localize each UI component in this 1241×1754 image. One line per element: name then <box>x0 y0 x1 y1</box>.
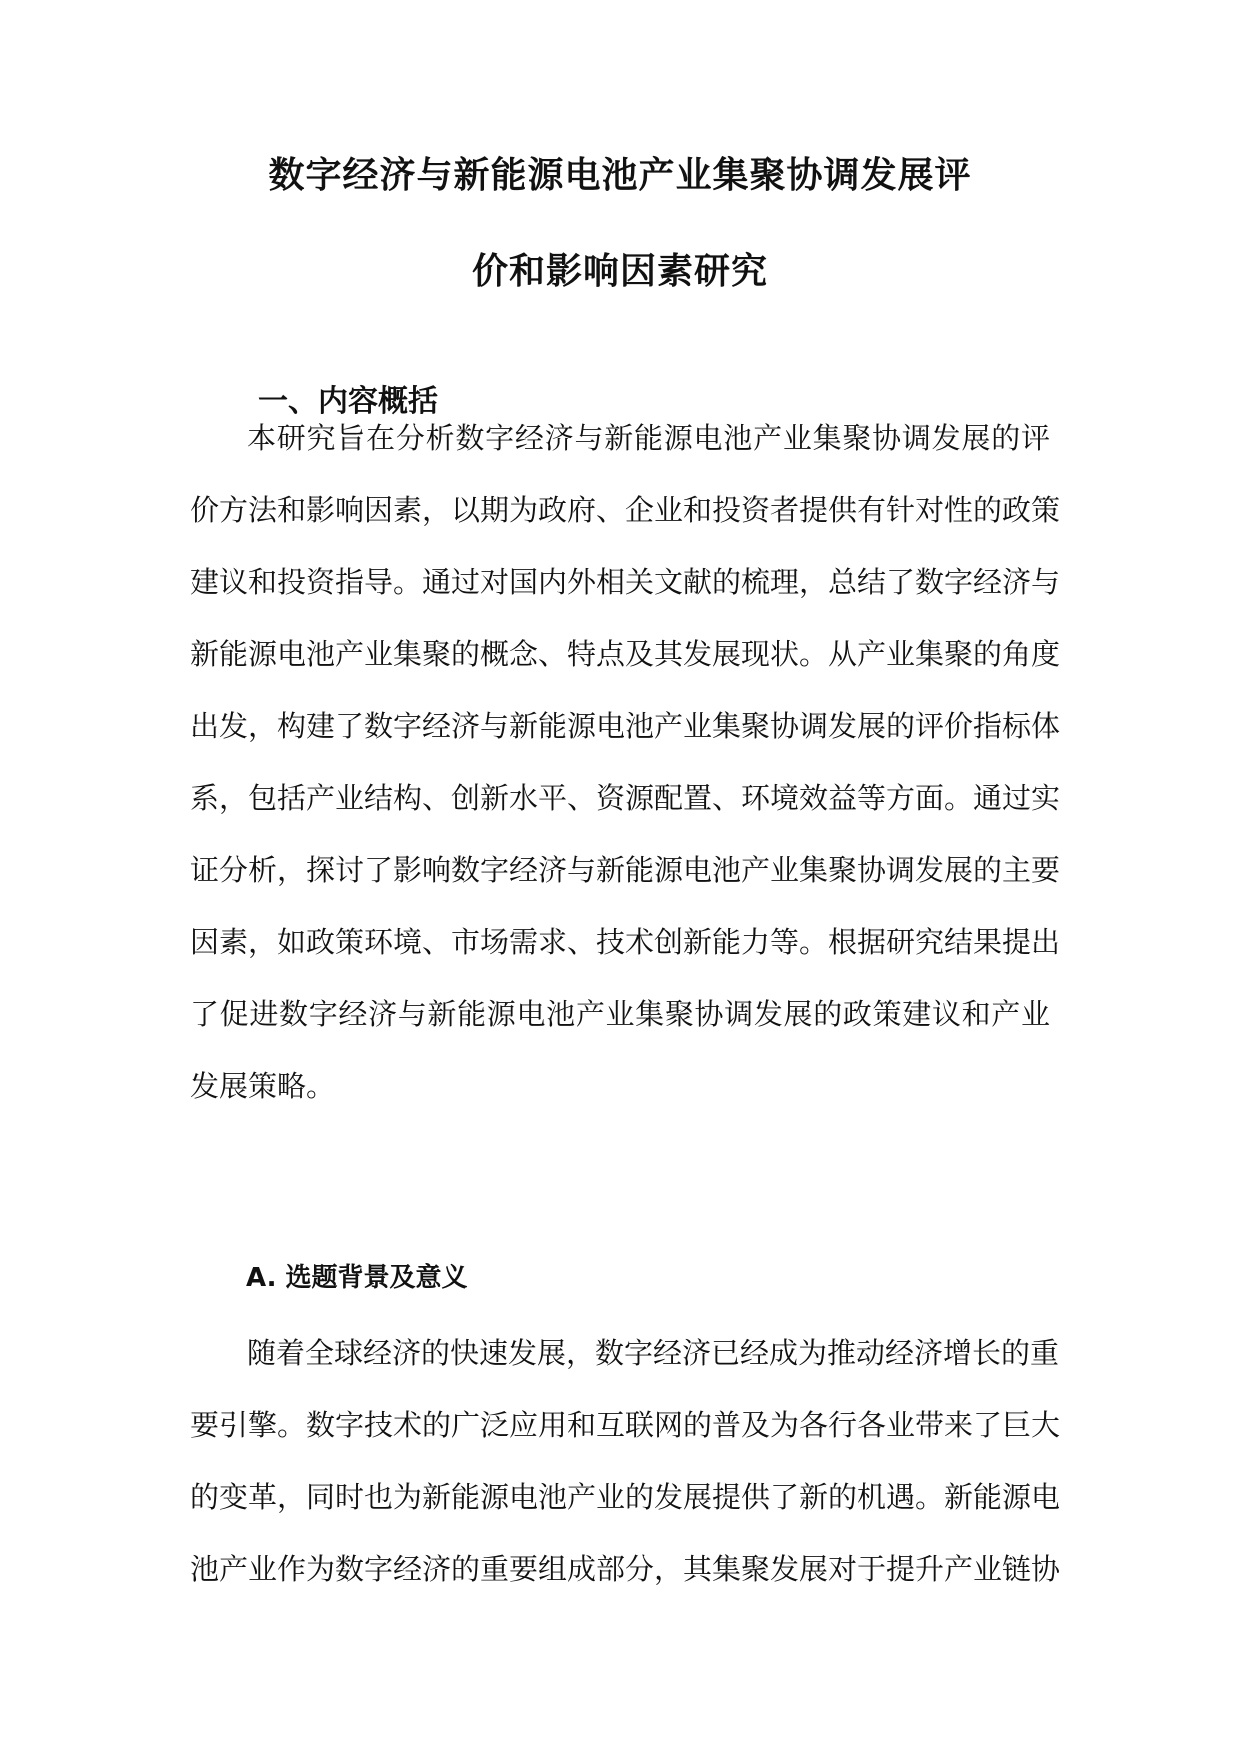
paragraph-line: 系，包括产业结构、创新水平、资源配置、环境效益等方面。通过实 <box>190 781 1061 815</box>
document-title-line-2: 价和影响因素研究 <box>471 251 768 292</box>
paragraph-line: 因素，如政策环境、市场需求、技术创新能力等。根据研究结果提出 <box>190 925 1061 959</box>
paragraph-line: 价方法和影响因素，以期为政府、企业和投资者提供有针对性的政策 <box>190 493 1061 527</box>
subsection-heading-background: A. 选题背景及意义 <box>246 1263 468 1293</box>
paragraph-line: 新能源电池产业集聚的概念、特点及其发展现状。从产业集聚的角度 <box>190 637 1061 671</box>
paragraph-line: 要引擎。数字技术的广泛应用和互联网的普及为各行各业带来了巨大 <box>190 1408 1061 1442</box>
section-heading-content-summary: 一、内容概括 <box>258 384 438 419</box>
paragraph-line: 池产业作为数字经济的重要组成部分，其集聚发展对于提升产业链协 <box>190 1552 1061 1586</box>
document-title-line-1: 数字经济与新能源电池产业集聚协调发展评 <box>268 155 972 196</box>
paragraph-line: 了促进数字经济与新能源电池产业集聚协调发展的政策建议和产业 <box>190 997 1050 1031</box>
paragraph-line: 本研究旨在分析数字经济与新能源电池产业集聚协调发展的评 <box>247 421 1050 455</box>
paragraph-line: 建议和投资指导。通过对国内外相关文献的梳理，总结了数字经济与 <box>190 565 1061 599</box>
paragraph-line: 发展策略。 <box>190 1069 336 1103</box>
paragraph-line: 的变革，同时也为新能源电池产业的发展提供了新的机遇。新能源电 <box>190 1480 1061 1514</box>
paragraph-line: 证分析，探讨了影响数字经济与新能源电池产业集聚协调发展的主要 <box>190 853 1061 887</box>
paragraph-line: 随着全球经济的快速发展，数字经济已经成为推动经济增长的重 <box>247 1336 1060 1370</box>
paragraph-line: 出发，构建了数字经济与新能源电池产业集聚协调发展的评价指标体 <box>190 709 1061 743</box>
